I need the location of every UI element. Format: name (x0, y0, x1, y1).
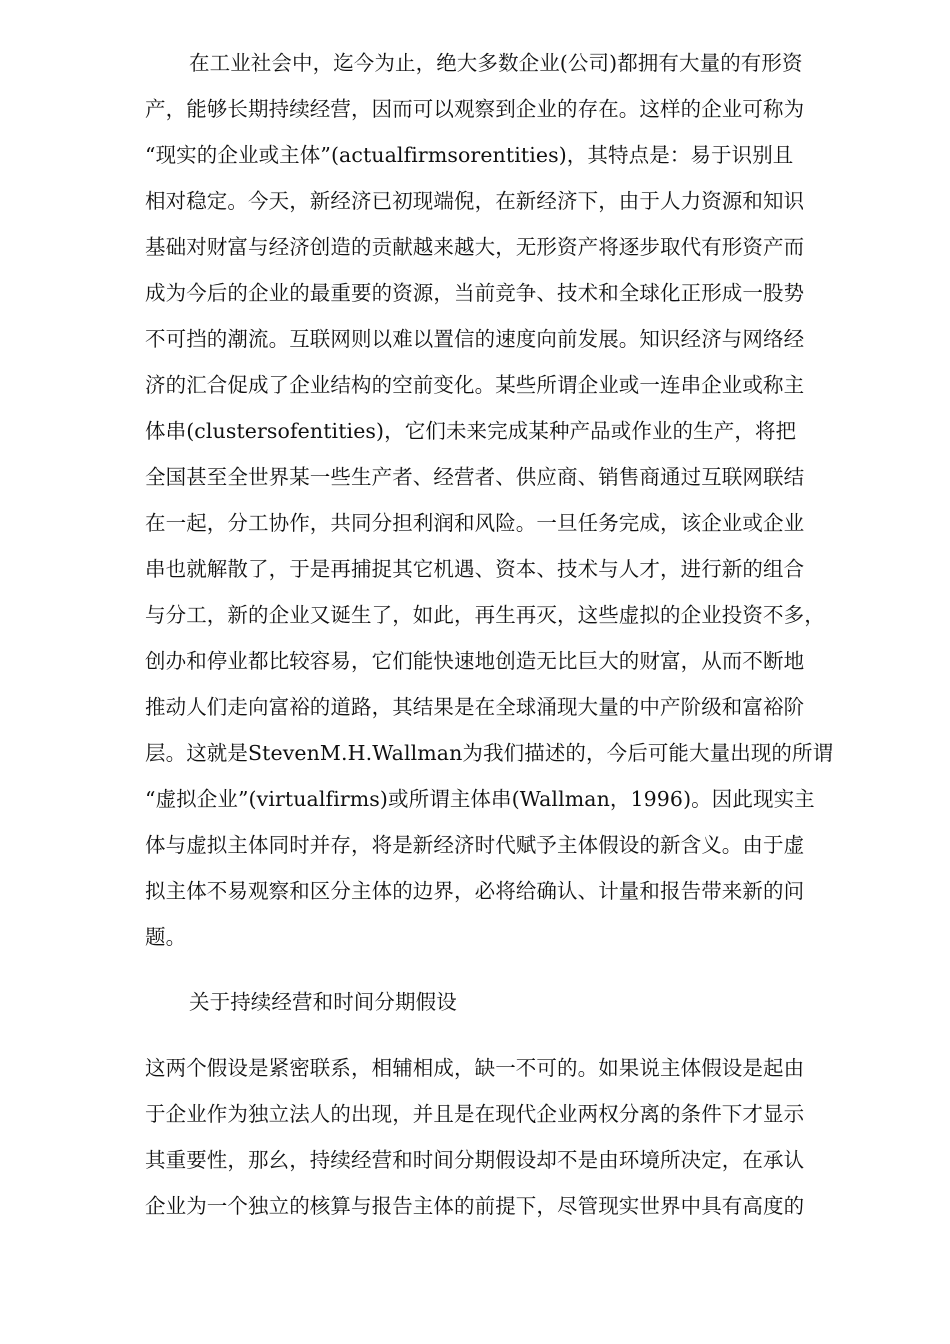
text-line: 在工业社会中，迄今为止，绝大多数企业(公司)都拥有大量的有形资 (189, 51, 803, 75)
text-line: 与分工，新的企业又诞生了，如此，再生再灭，这些虚拟的企业投资不多， (145, 603, 825, 627)
text-line: 体与虚拟主体同时并存，将是新经济时代赋予主体假设的新含义。由于虚 (145, 833, 805, 857)
text-line: 题。 (145, 925, 187, 949)
text-line: 串也就解散了，于是再捕捉其它机遇、资本、技术与人才，进行新的组合 (145, 557, 805, 581)
section-heading: 关于持续经营和时间分期假设 (189, 990, 457, 1014)
text-line: 这两个假设是紧密联系，相辅相成，缺一不可的。如果说主体假设是起由 (145, 1056, 805, 1080)
text-line: 成为今后的企业的最重要的资源，当前竞争、技术和全球化正形成一股势 (145, 281, 805, 305)
text-line: 在一起，分工协作，共同分担利润和风险。一旦任务完成，该企业或企业 (145, 511, 805, 535)
text-line: 于企业作为独立法人的出现，并且是在现代企业两权分离的条件下才显示 (145, 1102, 805, 1126)
text-line: 推动人们走向富裕的道路，其结果是在全球涌现大量的中产阶级和富裕阶 (145, 695, 805, 719)
text-line: 济的汇合促成了企业结构的空前变化。某些所谓企业或一连串企业或称主 (145, 373, 805, 397)
text-line: 基础对财富与经济创造的贡献越来越大，无形资产将逐步取代有形资产而 (145, 235, 805, 259)
text-line: 体串(clustersofentities)，它们未来完成某种产品或作业的生产，将把 (145, 419, 797, 443)
text-line: 企业为一个独立的核算与报告主体的前提下，尽管现实世界中具有高度的 (145, 1194, 805, 1218)
text-line: 创办和停业都比较容易，它们能快速地创造无比巨大的财富，从而不断地 (145, 649, 805, 673)
text-line: 相对稳定。今天，新经济已初现端倪，在新经济下，由于人力资源和知识 (145, 189, 805, 213)
text-line: 拟主体不易观察和区分主体的边界，必将给确认、计量和报告带来新的问 (145, 879, 805, 903)
text-line: 其重要性，那幺，持续经营和时间分期假设却不是由环境所决定，在承认 (145, 1148, 805, 1172)
text-line: 层。这就是StevenM.H.Wallman为我们描述的，今后可能大量出现的所谓 (145, 741, 834, 765)
text-line: 产，能够长期持续经营，因而可以观察到企业的存在。这样的企业可称为 (145, 97, 805, 121)
text-line: 不可挡的潮流。互联网则以难以置信的速度向前发展。知识经济与网络经 (145, 327, 805, 351)
text-line: 全国甚至全世界某一些生产者、经营者、供应商、销售商通过互联网联结 (145, 465, 805, 489)
text-line: “现实的企业或主体”(actualfirmsorentities)，其特点是：易于识别且 (145, 143, 794, 167)
text-line: “虚拟企业”(virtualfirms)或所谓主体串(Wallman，1996)。因此现实主 (145, 787, 815, 811)
